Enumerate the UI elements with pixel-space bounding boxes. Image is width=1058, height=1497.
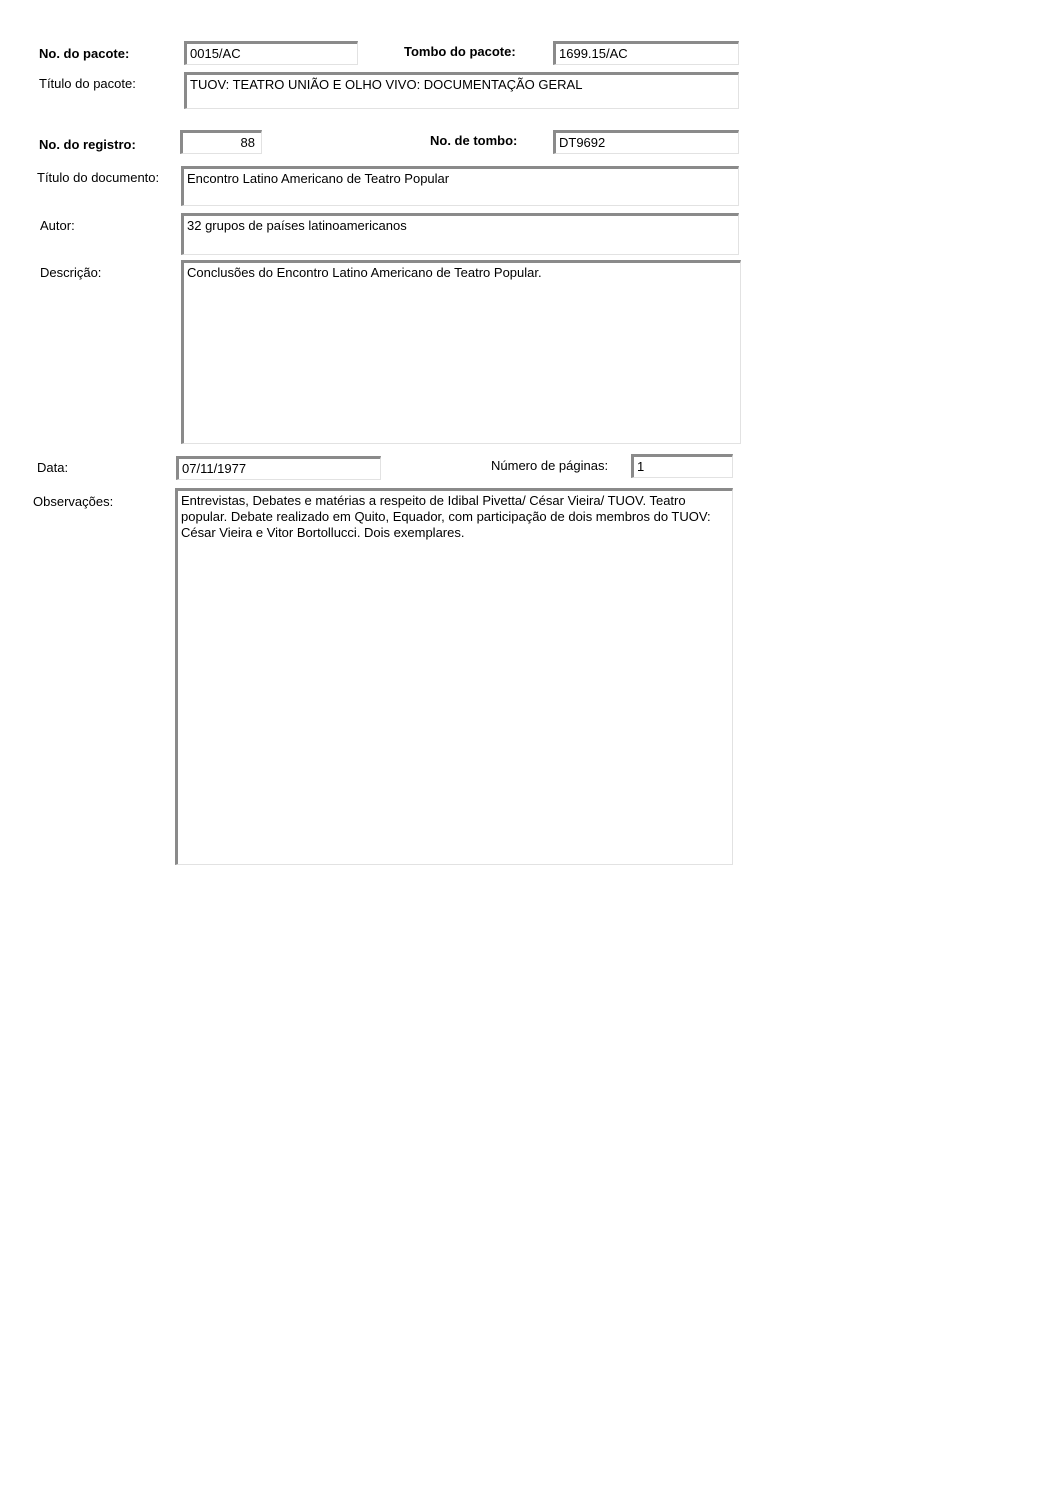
descricao-field[interactable]: Conclusões do Encontro Latino Americano de Teatro Popular. <box>181 260 741 444</box>
data-label: Data: <box>37 460 69 475</box>
autor-label: Autor: <box>40 218 75 233</box>
titulo-pacote-field[interactable]: TUOV: TEATRO UNIÃO E OLHO VIVO: DOCUMENTAÇÃO GERAL <box>184 72 739 109</box>
registro-no-field[interactable]: 88 <box>180 130 262 154</box>
titulo-documento-label: Título do documento: <box>37 170 160 185</box>
titulo-documento-field[interactable]: Encontro Latino Americano de Teatro Popular <box>181 166 739 206</box>
tombo-no-field[interactable]: DT9692 <box>553 130 739 154</box>
autor-field[interactable]: 32 grupos de países latinoamericanos <box>181 213 739 255</box>
titulo-pacote-label: Título do pacote: <box>39 76 136 91</box>
pacote-no-label: No. do pacote: <box>39 46 130 61</box>
tombo-no-label: No. de tombo: <box>430 133 518 148</box>
observacoes-label: Observações: <box>33 494 114 509</box>
paginas-label: Número de páginas: <box>491 458 609 473</box>
tombo-pacote-label: Tombo do pacote: <box>404 44 516 59</box>
pacote-no-field[interactable]: 0015/AC <box>184 41 358 65</box>
observacoes-field[interactable]: Entrevistas, Debates e matérias a respeito de Idibal Pivetta/ César Vieira/ TUOV. Teatro popular. Debate realizado em Quito, Equador, com participação de dois membros do TUOV: César Vieira e Vitor Bortollucci. Dois exemplares. <box>175 488 733 865</box>
descricao-label: Descrição: <box>40 265 102 280</box>
tombo-pacote-field[interactable]: 1699.15/AC <box>553 41 739 65</box>
paginas-field[interactable]: 1 <box>631 454 733 478</box>
data-field[interactable]: 07/11/1977 <box>176 456 381 480</box>
registro-no-label: No. do registro: <box>39 137 136 152</box>
